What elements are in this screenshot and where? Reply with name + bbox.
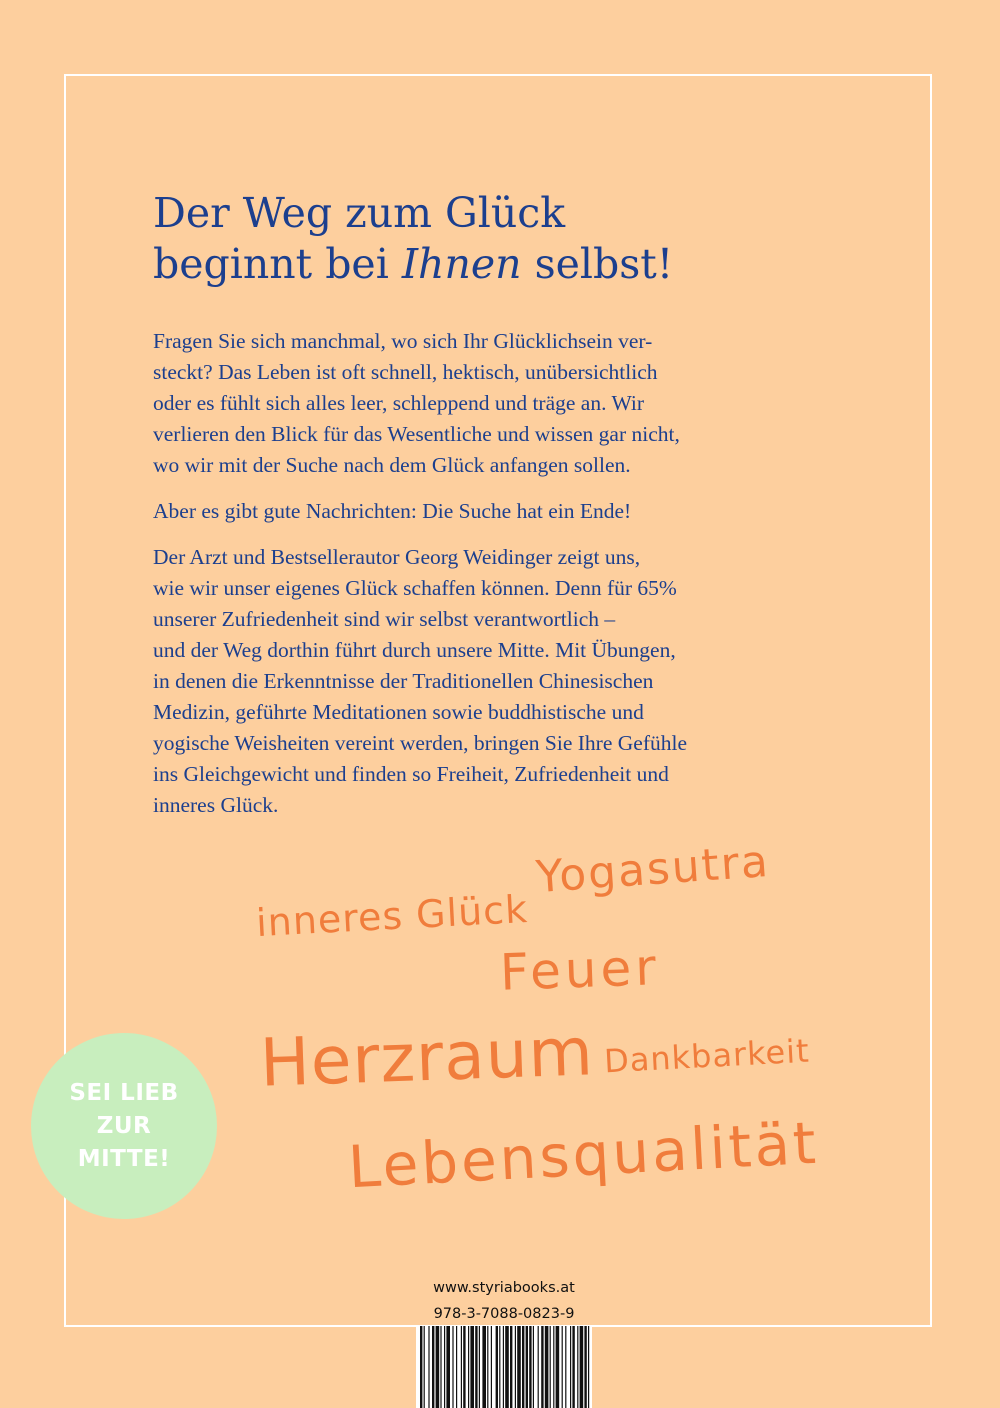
blurb — [153, 326, 853, 836]
barcode-bar — [550, 1326, 551, 1408]
headline-line-2-start: beginnt bei — [153, 240, 402, 288]
barcode-bar — [436, 1326, 440, 1408]
barcode-bar — [446, 1326, 450, 1408]
barcode-bar — [496, 1326, 498, 1408]
blurb-line: steckt? Das Leben ist oft schnell, hektisch, unübersichtlich — [153, 360, 658, 384]
headline-line-1: Der Weg zum Glück — [153, 189, 566, 237]
barcode-bar — [491, 1326, 492, 1408]
headline-line-2 — [153, 239, 673, 290]
badge-line-3: MITTE! — [77, 1145, 171, 1172]
blurb-paragraph-1 — [153, 326, 853, 481]
barcode-icon — [416, 1326, 592, 1408]
barcode-bar — [420, 1326, 422, 1408]
barcode-bar — [588, 1326, 589, 1408]
barcode-bar — [577, 1326, 578, 1408]
handwritten-word-lebensqualitaet: Lebensqualität — [346, 1108, 821, 1202]
barcode-bar — [475, 1326, 477, 1408]
barcode-bar — [463, 1326, 465, 1408]
barcode-bar — [556, 1326, 560, 1408]
barcode-bar — [517, 1326, 521, 1408]
blurb-line: in denen die Erkenntnisse der Traditionellen Chinesischen — [153, 669, 654, 693]
barcode-bar — [529, 1326, 531, 1408]
barcode-bar — [553, 1326, 554, 1408]
handwritten-word-feuer: Feuer — [499, 938, 661, 1002]
barcode-bar — [533, 1326, 534, 1408]
barcode-bar — [432, 1326, 434, 1408]
barcode-bar — [440, 1326, 441, 1408]
barcode-bar — [562, 1326, 563, 1408]
barcode-bar — [479, 1326, 480, 1408]
headline-emphasis: Ihnen — [401, 240, 522, 288]
blurb-line: inneres Glück. — [153, 793, 279, 817]
barcode-bar — [541, 1326, 543, 1408]
barcode-bar — [538, 1326, 539, 1408]
barcode-bar — [580, 1326, 584, 1408]
barcode-bar — [545, 1326, 549, 1408]
handwritten-word-inneres-glueck: inneres Glück — [255, 886, 530, 946]
blurb-line: wie wir unser eigenes Glück schaffen können. Denn für 65% — [153, 576, 677, 600]
barcode-bar — [424, 1326, 425, 1408]
blurb-line: verlieren den Blick für das Wesentliche und wissen gar nicht, — [153, 422, 680, 446]
blurb-line: Der Arzt und Bestsellerautor Georg Weidinger zeigt uns, — [153, 545, 641, 569]
slogan-badge — [31, 1033, 217, 1219]
barcode-bar — [526, 1326, 528, 1408]
isbn-number: 978-3-7088-0823-9 — [433, 1306, 575, 1322]
barcode-bar — [482, 1326, 486, 1408]
badge-line-1: SEI LIEB — [69, 1079, 179, 1106]
handwritten-word-yogasutra: Yogasutra — [534, 835, 772, 904]
publisher-url: www.styriabooks.at — [433, 1280, 575, 1296]
barcode-bar — [452, 1326, 453, 1408]
blurb-line: yogische Weisheiten vereint werden, bringen Sie Ihre Gefühle — [153, 731, 687, 755]
blurb-line: unserer Zufriedenheit sind wir selbst verantwortlich – — [153, 607, 616, 631]
blurb-line: ins Gleichgewicht und finden so Freiheit, Zufriedenheit und — [153, 762, 669, 786]
blurb-paragraph-2 — [153, 496, 853, 527]
barcode-bar — [468, 1326, 469, 1408]
blurb-line: Aber es gibt gute Nachrichten: Die Suche hat ein Ende! — [153, 499, 632, 523]
blurb-line: Fragen Sie sich manchmal, wo sich Ihr Glücklichsein ver- — [153, 329, 653, 353]
badge-line-2: ZUR — [96, 1112, 152, 1139]
barcode-bar — [565, 1326, 566, 1408]
barcode-bar — [572, 1326, 574, 1408]
barcode-bar — [515, 1326, 516, 1408]
barcode-bar — [456, 1326, 457, 1408]
handwritten-word-herzraum: Herzraum — [258, 1013, 595, 1102]
headline-line-2-end: selbst! — [521, 240, 674, 288]
barcode-bar — [461, 1326, 462, 1408]
blurb-line: oder es fühlt sich alles leer, schleppend und träge an. Wir — [153, 391, 645, 415]
headline — [153, 188, 673, 290]
barcode-image — [416, 1326, 592, 1408]
barcode-bar — [499, 1326, 500, 1408]
blurb-line: wo wir mit der Suche nach dem Glück anfangen sollen. — [153, 453, 631, 477]
blurb-line: Medizin, geführte Meditationen sowie buddhistische und — [153, 700, 644, 724]
barcode-bar — [487, 1326, 488, 1408]
barcode-bar — [584, 1326, 586, 1408]
blurb-line: und der Weg dorthin führt durch unsere Mitte. Mit Übungen, — [153, 638, 676, 662]
barcode-bar — [505, 1326, 509, 1408]
barcode-bar — [510, 1326, 512, 1408]
barcode-bar — [470, 1326, 474, 1408]
blurb-paragraph-3 — [153, 542, 853, 821]
barcode-bar — [522, 1326, 524, 1408]
barcode-bar — [428, 1326, 429, 1408]
barcode-bar — [503, 1326, 504, 1408]
handwritten-word-dankbarkeit: Dankbarkeit — [603, 1031, 811, 1081]
barcode-bar — [570, 1326, 571, 1408]
barcode-bar — [444, 1326, 445, 1408]
publisher-info — [416, 1275, 592, 1327]
